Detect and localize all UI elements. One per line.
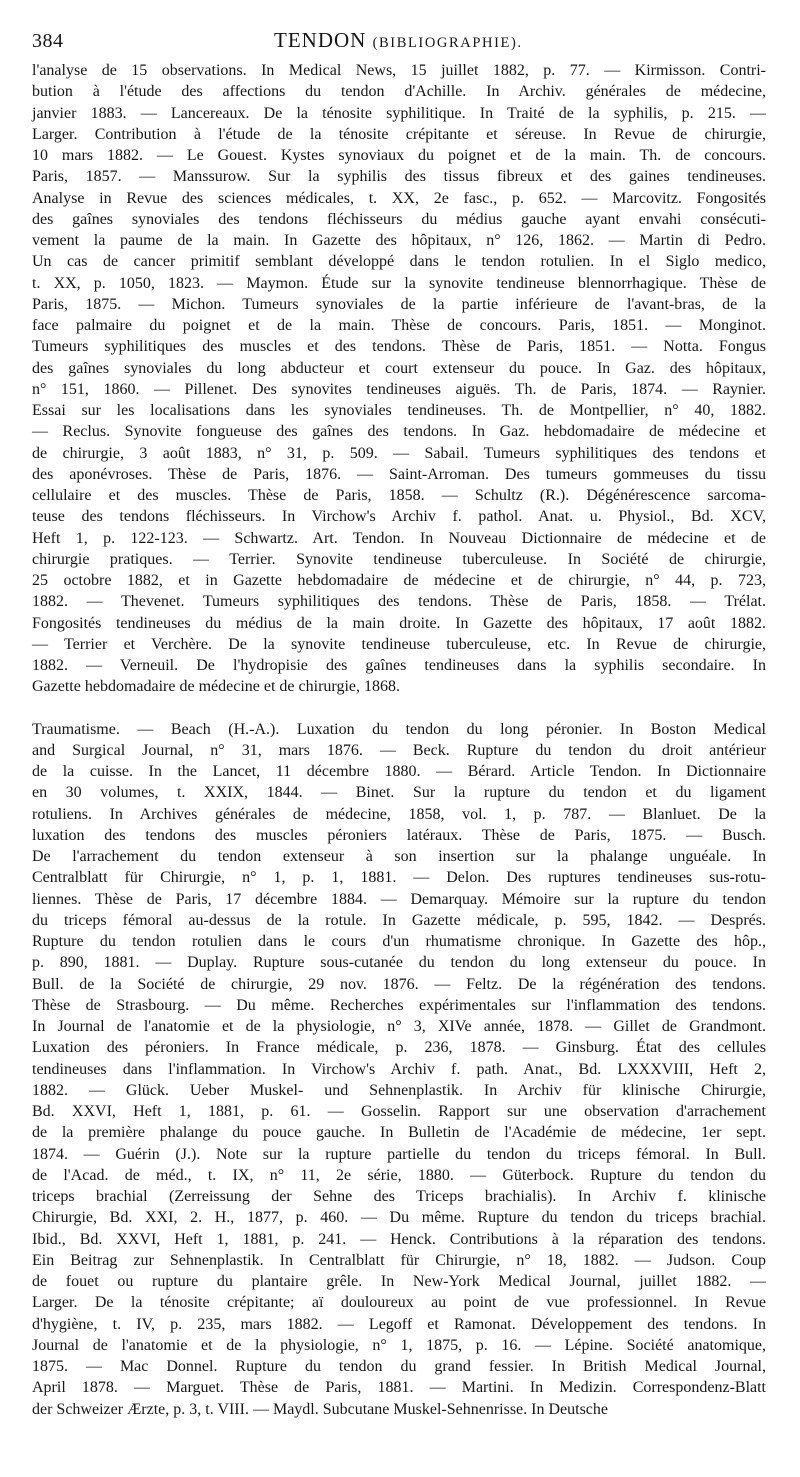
text-line: rotuliens. In Archives générales de médecine, 1858, vol. 1, p. 787. — Blanluet. De la <box>32 805 766 823</box>
continued-bibliography <box>32 60 766 698</box>
running-title <box>192 28 766 53</box>
text-line: Fongosités tendineuses du médius de la main droite. In Gazette des hôpitaux, 17 août 1882. <box>32 614 766 632</box>
text-line: de fouet ou rupture du plantaire grêle. In New-York Medical Journal, juillet 1882. — <box>32 1273 766 1290</box>
text-line: t. XX, p. 1050, 1823. — Maymon. Étude sur la synovite tendineuse blennorrhagique. Thèse de <box>32 274 766 292</box>
text-line: Paris, 1857. — Manssurow. Sur la syphilis des tissus fibreux et des gaines tendineuses. <box>32 168 766 186</box>
text-line: 1882. — Glück. Ueber Muskel- und Sehnenplastik. In Archiv für klinische Chirurgie, <box>32 1081 766 1099</box>
text-line: p. 890, 1881. — Duplay. Rupture sous-cutanée du tendon du long extenseur du pouce. In <box>32 954 766 972</box>
text-line: Centralblatt für Chirurgie, n° 1, p. 1, 1881. — Delon. Des ruptures tendineuses sus-rotu- <box>32 869 766 887</box>
text-line: Ibid., Bd. XXVI, Heft 1, 1881, p. 241. — Henck. Contributions à la réparation des tendons. <box>32 1230 766 1248</box>
text-line: Analyse in Revue des sciences médicales, t. XX, 2e fasc., p. 652. — Marcovitz. Fongosités <box>32 189 766 207</box>
text-line: 1874. — Guérin (J.). Note sur la rupture partielle du tendon du triceps fémoral. In Bull. <box>32 1145 766 1163</box>
text-line: De l'arrachement du tendon extenseur à son insertion sur la phalange unguéale. In <box>32 848 766 865</box>
running-header <box>32 28 766 60</box>
text-line: des aponévroses. Thèse de Paris, 1876. — Saint-Arroman. Des tumeurs gommeuses du tissu <box>32 465 766 483</box>
running-title-main: TENDON <box>274 28 367 52</box>
text-line: Larger. Contribution à l'étude de la ténosite crépitante et séreuse. In Revue de chirurgie, <box>32 125 766 143</box>
text-line: der Schweizer Ærzte, p. 3, t. VIII. — Maydl. Subcutane Muskel-Sehnenrisse. In Deutsche <box>32 1400 608 1418</box>
page-number: 384 <box>32 30 64 52</box>
text-line: cellulaire et des muscles. Thèse de Paris, 1858. — Schultz (R.). Dégénérescence sarcoma- <box>32 487 766 504</box>
text-line: tendineuses dans l'inflammation. In Virchow's Archiv f. path. Anat., Bd. LXXXVIII, Heft 2, <box>32 1060 766 1078</box>
text-line: Bd. XXVI, Heft 1, 1881, p. 61. — Gosselin. Rapport sur une observation d'arrachement <box>32 1103 766 1120</box>
text-line: de la première phalange du pouce gauche. In Bulletin de l'Académie de médecine, 1er sept. <box>32 1124 766 1142</box>
text-line: teuse des tendons fléchisseurs. In Virchow's Archiv f. pathol. Anat. u. Physiol., Bd. XCV, <box>32 508 766 526</box>
text-line: Tumeurs syphilitiques des muscles et des tendons. Thèse de Paris, 1851. — Notta. Fongus <box>32 338 766 356</box>
text-line: Traumatisme. — Beach (H.-A.). Luxation du tendon du long péronier. In Boston Medical <box>32 720 766 738</box>
text-line: Luxation des péroniers. In France médicale, p. 236, 1878. — Ginsburg. État des cellules <box>32 1039 766 1057</box>
text-line: l'analyse de 15 observations. In Medical News, 15 juillet 1882, p. 77. — Kirmisson. Contri- <box>32 62 766 79</box>
body-text <box>32 60 766 1420</box>
text-line: and Surgical Journal, n° 31, mars 1876. — Beck. Rupture du tendon du droit antérieur <box>32 741 766 759</box>
text-line: 10 mars 1882. — Le Gouest. Kystes synoviaux du poignet et de la main. Th. de concours. <box>32 147 766 164</box>
text-line: luxation des tendons des muscles péroniers latéraux. Thèse de Paris, 1875. — Busch. <box>32 826 766 844</box>
text-line: Heft 1, p. 122-123. — Schwartz. Art. Tendon. In Nouveau Dictionnaire de médecine et de <box>32 529 766 547</box>
text-line: d'hygiène, t. IV, p. 235, mars 1882. — Legoff et Ramonat. Développement des tendons. In <box>32 1315 766 1333</box>
text-line: chirurgie pratiques. — Terrier. Synovite tendineuse tuberculeuse. In Société de chirurgie, <box>32 550 766 568</box>
text-line: triceps brachial (Zerreissung der Sehne des Triceps brachialis). In Archiv f. klinische <box>32 1188 766 1205</box>
text-line: 1882. — Thevenet. Tumeurs syphilitiques des tendons. Thèse de Paris, 1858. — Trélat. <box>32 593 766 611</box>
text-line: 1875. — Mac Donnel. Rupture du tendon du grand fessier. In British Medical Journal, <box>32 1358 766 1375</box>
text-line: — Reclus. Synovite fongueuse des gaînes des tendons. In Gaz. hebdomadaire de médecine et <box>32 423 766 441</box>
text-line: Essai sur les localisations dans les synoviales tendineuses. Th. de Montpellier, n° 40, 1882. <box>32 402 766 419</box>
text-line: des gaînes synoviales du long abducteur et court extenseur du pouce. In Gaz. des hôpitaux, <box>32 359 766 377</box>
text-line: face palmaire du poignet et de la main. Thèse de concours. Paris, 1851. — Monginot. <box>32 317 766 334</box>
text-line: de chirurgie, 3 août 1883, n° 31, p. 509. — Sabail. Tumeurs syphilitiques des tendons et <box>32 444 766 462</box>
text-line: Gazette hebdomadaire de médecine et de chirurgie, 1868. <box>32 678 400 696</box>
text-line: In Journal de l'anatomie et de la physiologie, n° 3, XIVe année, 1878. — Gillet de Grandmont. <box>32 1018 766 1035</box>
text-line: n° 151, 1860. — Pillenet. Des synovites tendineuses aiguës. Th. de Paris, 1874. — Raynier. <box>32 380 766 398</box>
text-line: Un cas de cancer primitif semblant développé dans le tendon rotulien. In el Siglo medico, <box>32 253 766 271</box>
text-line: Rupture du tendon rotulien dans le cours d'un rhumatisme chronique. In Gazette des hôp., <box>32 933 766 950</box>
text-line: bution à l'étude des affections du tendon d'Achille. In Archiv. générales de médecine, <box>32 83 766 101</box>
text-line: vement la paume de la main. In Gazette des hôpitaux, n° 126, 1862. — Martin di Pedro. <box>32 232 766 249</box>
text-line: de l'Acad. de méd., t. IX, n° 11, 2e série, 1880. — Güterbock. Rupture du tendon du <box>32 1166 766 1184</box>
text-line: April 1878. — Marguet. Thèse de Paris, 1881. — Martini. In Medizin. Correspondenz-Blatt <box>32 1379 766 1397</box>
text-line: Ein Beitrag zur Sehnenplastik. In Centralblatt für Chirurgie, n° 18, 1882. — Judson. Coup <box>32 1251 766 1269</box>
text-line: Thèse de Strasbourg. — Du même. Recherches expérimentales sur l'inflammation des tendons. <box>32 996 766 1014</box>
text-line: en 30 volumes, t. XXIX, 1844. — Binet. Sur la rupture du tendon et du ligament <box>32 784 766 802</box>
text-line: Bull. de la Société de chirurgie, 29 nov. 1876. — Feltz. De la régénération des tendons. <box>32 975 766 993</box>
text-line: janvier 1883. — Lancereaux. De la ténosite syphilitique. In Traité de la syphilis, p. 215. — <box>32 104 766 122</box>
text-line: — Terrier et Verchère. De la synovite tendineuse tuberculeuse, etc. In Revue de chirurgie, <box>32 635 766 653</box>
text-line: de la cuisse. In the Lancet, 11 décembre 1880. — Bérard. Article Tendon. In Dictionnaire <box>32 763 766 780</box>
text-line: Chirurgie, Bd. XXI, 2. H., 1877, p. 460. — Du même. Rupture du tendon du triceps brachial. <box>32 1209 766 1227</box>
traumatisme-bibliography <box>32 719 766 1420</box>
text-line: Paris, 1875. — Michon. Tumeurs synoviales de la partie inférieure de l'avant-bras, de la <box>32 295 766 313</box>
paragraph-gap <box>32 698 766 719</box>
text-line: 25 octobre 1882, et in Gazette hebdomadaire de médecine et de chirurgie, n° 44, p. 723, <box>32 572 766 589</box>
text-line: 1882. — Verneuil. De l'hydropisie des gaînes tendineuses dans la syphilis secondaire. In <box>32 657 766 674</box>
running-title-subtitle: (BIBLIOGRAPHIE). <box>372 35 523 51</box>
text-line: liennes. Thèse de Paris, 17 décembre 1884. — Demarquay. Mémoire sur la rupture du tendon <box>32 890 766 908</box>
text-line: Journal de l'anatomie et de la physiologie, n° 1, 1875, p. 16. — Lépine. Société anatomique, <box>32 1336 766 1354</box>
text-line: du triceps fémoral au-dessus de la rotule. In Gazette médicale, p. 595, 1842. — Després. <box>32 911 766 929</box>
text-line: des gaînes synoviales des tendons fléchisseurs du médius gauche ayant envahi consécuti- <box>32 210 766 228</box>
text-line: Larger. De la ténosite crépitante; aï douloureux au point de vue professionnel. In Revue <box>32 1294 766 1312</box>
